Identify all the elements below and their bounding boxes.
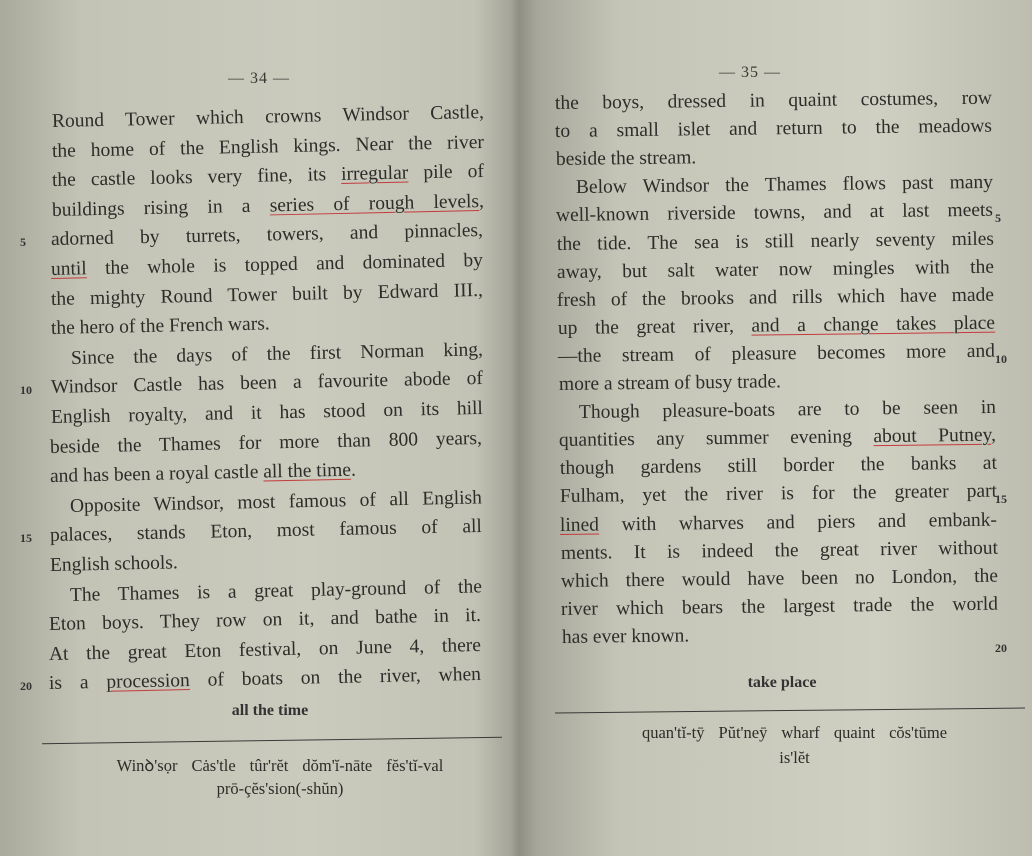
text-line: is a procession of boats on the river, when bbox=[48, 664, 482, 695]
text-line: the mighty Round Tower built by Edward III., bbox=[50, 279, 484, 310]
line-number: 5 bbox=[995, 211, 1001, 226]
text-line: fresh of the brooks and rills which have made bbox=[557, 284, 995, 311]
text-line: though gardens still border the banks at bbox=[559, 452, 997, 480]
text-line: ments. It is indeed the great river without bbox=[560, 537, 998, 564]
text-line: palaces, stands Eton, most famous of all bbox=[49, 516, 482, 547]
pronunciation-gloss bbox=[557, 723, 1032, 743]
text-line: beside the stream. bbox=[555, 147, 697, 171]
text-line: Since the days of the first Norman king, bbox=[70, 339, 483, 369]
note-heading: take place bbox=[747, 674, 817, 691]
text-line: buildings rising in a series of rough levels, bbox=[51, 190, 484, 221]
gloss-word: is'lĕt bbox=[779, 748, 810, 767]
line-number: 10 bbox=[20, 383, 32, 398]
underlined-phrase: about Putney bbox=[873, 424, 992, 448]
pronunciation-gloss bbox=[45, 779, 515, 799]
underlined-phrase: and a change takes place bbox=[751, 312, 995, 337]
text-line: The Thames is a great play-ground of the bbox=[69, 575, 482, 606]
gloss-word: Winꝺ'sọr bbox=[116, 756, 178, 775]
gloss-word: tûr'rĕt bbox=[249, 756, 289, 775]
text-line: has ever known. bbox=[561, 625, 690, 648]
line-number: 10 bbox=[995, 351, 1007, 366]
line-number: 15 bbox=[995, 492, 1007, 507]
note-heading: all the time bbox=[231, 702, 309, 719]
line-number: 20 bbox=[20, 679, 32, 694]
underlined-phrase: procession bbox=[106, 670, 191, 694]
text-line: beside the Thames for more than 800 years, bbox=[50, 427, 483, 458]
text-line: Windsor Castle has been a favourite abode of bbox=[50, 368, 483, 399]
gloss-word: Pŭt'neȳ bbox=[718, 723, 768, 742]
underlined-phrase: lined bbox=[560, 514, 600, 536]
line-number: 15 bbox=[20, 531, 32, 546]
gloss-word: wharf bbox=[781, 723, 820, 742]
pronunciation-gloss bbox=[45, 753, 515, 776]
text-line: lined with wharves and piers and embank- bbox=[560, 509, 998, 536]
pronunciation-gloss bbox=[557, 748, 1032, 768]
text-line: Round Tower which crowns Windsor Castle, bbox=[51, 101, 485, 132]
text-line: Eton boys. They row on it, and bathe in it. bbox=[49, 605, 482, 636]
line-number: 5 bbox=[20, 235, 26, 250]
text-line: the hero of the French wars. bbox=[50, 313, 270, 340]
text-line: until the whole is topped and dominated by bbox=[50, 249, 484, 280]
footnote-rule bbox=[42, 737, 502, 744]
text-line: the boys, dressed in quaint costumes, row bbox=[554, 87, 993, 114]
text-line: the tide. The sea is still nearly seventy miles bbox=[556, 228, 994, 255]
text-line: English schools. bbox=[49, 552, 178, 576]
text-line: Fulham, yet the river is for the greater part bbox=[559, 481, 997, 508]
gloss-word: fĕs'tĭ-val bbox=[386, 756, 444, 775]
text-line: Below Windsor the Thames flows past many bbox=[575, 172, 994, 199]
underlined-phrase: until bbox=[50, 258, 88, 280]
text-line: quantities any summer evening about Putney, bbox=[559, 424, 997, 452]
text-line: the home of the English kings. Near the river bbox=[51, 131, 484, 162]
text-line: Opposite Windsor, most famous of all English bbox=[69, 487, 483, 517]
page-number: — 34 — bbox=[228, 70, 290, 87]
text-line: adorned by turrets, towers, and pinnacles, bbox=[51, 220, 484, 251]
gloss-word: prō-çĕs'sion(-shŭn) bbox=[216, 779, 344, 798]
text-line: up the great river, and a change takes place bbox=[557, 312, 995, 339]
text-line: well-known riverside towns, and at last meets bbox=[556, 200, 994, 227]
text-line: river which bears the largest trade the world bbox=[561, 593, 999, 620]
footnote-rule bbox=[555, 708, 1025, 714]
gloss-word: quan'tĭ-tȳ bbox=[641, 723, 705, 742]
text-line: which there would have been no London, the bbox=[560, 565, 999, 592]
text-line: to a small islet and return to the meadows bbox=[555, 115, 993, 143]
underlined-phrase: all the time bbox=[263, 459, 352, 483]
gloss-word: cŏs'tūme bbox=[889, 723, 948, 742]
text-line: English royalty, and it has stood on its hill bbox=[50, 397, 483, 428]
text-line: Though pleasure-boats are to be seen in bbox=[578, 397, 996, 424]
text-line: away, but salt water now mingles with the bbox=[556, 256, 995, 283]
left-page bbox=[0, 0, 515, 856]
gloss-word: quaint bbox=[833, 723, 876, 742]
underlined-phrase: irregular bbox=[340, 162, 409, 186]
gloss-word: dŏm'ĭ-nāte bbox=[302, 756, 373, 775]
line-number: 20 bbox=[995, 640, 1007, 655]
text-line: and has been a royal castle all the time. bbox=[49, 459, 357, 488]
page-number: — 35 — bbox=[719, 64, 781, 81]
text-line: At the great Eton festival, on June 4, there bbox=[49, 634, 482, 665]
text-line: —the stream of pleasure becomes more and bbox=[557, 340, 996, 367]
text-line: more a stream of busy trade. bbox=[558, 371, 781, 395]
right-page bbox=[517, 0, 1032, 856]
gloss-word: Cȧs'tle bbox=[191, 756, 236, 775]
text-line: the castle looks very fine, its irregular pile of bbox=[51, 161, 484, 192]
underlined-phrase: series of rough levels bbox=[269, 190, 479, 217]
